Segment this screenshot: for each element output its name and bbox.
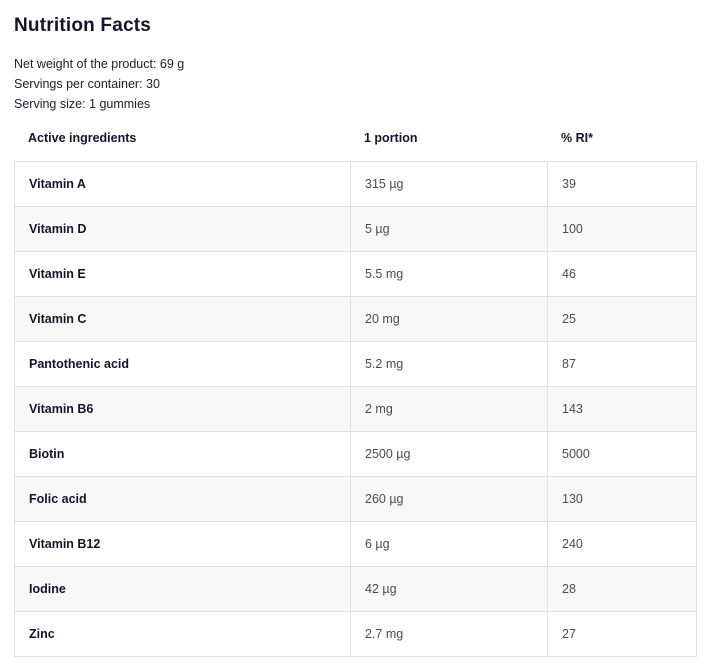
- table-row: [15, 162, 697, 207]
- page-title: Nutrition Facts: [14, 15, 152, 36]
- table-row: [15, 297, 697, 342]
- ingredient-name-cell: Zinc: [15, 612, 351, 657]
- ri-cell: 27: [548, 612, 697, 657]
- portion-cell: 42 µg: [351, 567, 548, 612]
- table-row: [15, 342, 697, 387]
- table-row: [15, 567, 697, 612]
- ri-cell: 25: [548, 297, 697, 342]
- table-row: [15, 207, 697, 252]
- ingredient-name-cell: Iodine: [15, 567, 351, 612]
- ri-cell: 5000: [548, 432, 697, 477]
- portion-cell: 2 mg: [351, 387, 548, 432]
- ingredient-name-cell: Vitamin B6: [15, 387, 351, 432]
- ri-cell: 143: [548, 387, 697, 432]
- portion-cell: 5.5 mg: [351, 252, 548, 297]
- ri-cell: 100: [548, 207, 697, 252]
- table-header-row: [14, 131, 696, 145]
- portion-cell: 315 µg: [351, 162, 548, 207]
- portion-cell: 260 µg: [351, 477, 548, 522]
- ingredient-name-cell: Vitamin C: [15, 297, 351, 342]
- col-header-ri: % RI*: [561, 131, 593, 145]
- table-row: [15, 477, 697, 522]
- ingredient-name-cell: Vitamin A: [15, 162, 351, 207]
- ingredient-name-cell: Biotin: [15, 432, 351, 477]
- table-row: [15, 387, 697, 432]
- table-row: [15, 252, 697, 297]
- portion-cell: 2.7 mg: [351, 612, 548, 657]
- ingredient-name-cell: Vitamin D: [15, 207, 351, 252]
- ri-cell: 46: [548, 252, 697, 297]
- portion-cell: 2500 µg: [351, 432, 548, 477]
- nutrition-table: [14, 161, 697, 657]
- product-meta: [14, 54, 696, 114]
- ingredient-name-cell: Folic acid: [15, 477, 351, 522]
- ri-cell: 39: [548, 162, 697, 207]
- ri-cell: 240: [548, 522, 697, 567]
- ri-cell: 28: [548, 567, 697, 612]
- col-header-portion: 1 portion: [364, 131, 418, 145]
- ri-cell: 130: [548, 477, 697, 522]
- portion-cell: 5 µg: [351, 207, 548, 252]
- table-row: [15, 612, 697, 657]
- ingredient-name-cell: Vitamin E: [15, 252, 351, 297]
- ri-cell: 87: [548, 342, 697, 387]
- table-row: [15, 522, 697, 567]
- col-header-active-ingredients: Active ingredients: [28, 131, 137, 145]
- table-row: [15, 432, 697, 477]
- net-weight-text: Net weight of the product: 69 g: [14, 57, 185, 71]
- ingredient-name-cell: Vitamin B12: [15, 522, 351, 567]
- servings-per-container-text: Servings per container: 30: [14, 77, 160, 91]
- portion-cell: 5.2 mg: [351, 342, 548, 387]
- portion-cell: 6 µg: [351, 522, 548, 567]
- portion-cell: 20 mg: [351, 297, 548, 342]
- ingredient-name-cell: Pantothenic acid: [15, 342, 351, 387]
- serving-size-text: Serving size: 1 gummies: [14, 97, 151, 111]
